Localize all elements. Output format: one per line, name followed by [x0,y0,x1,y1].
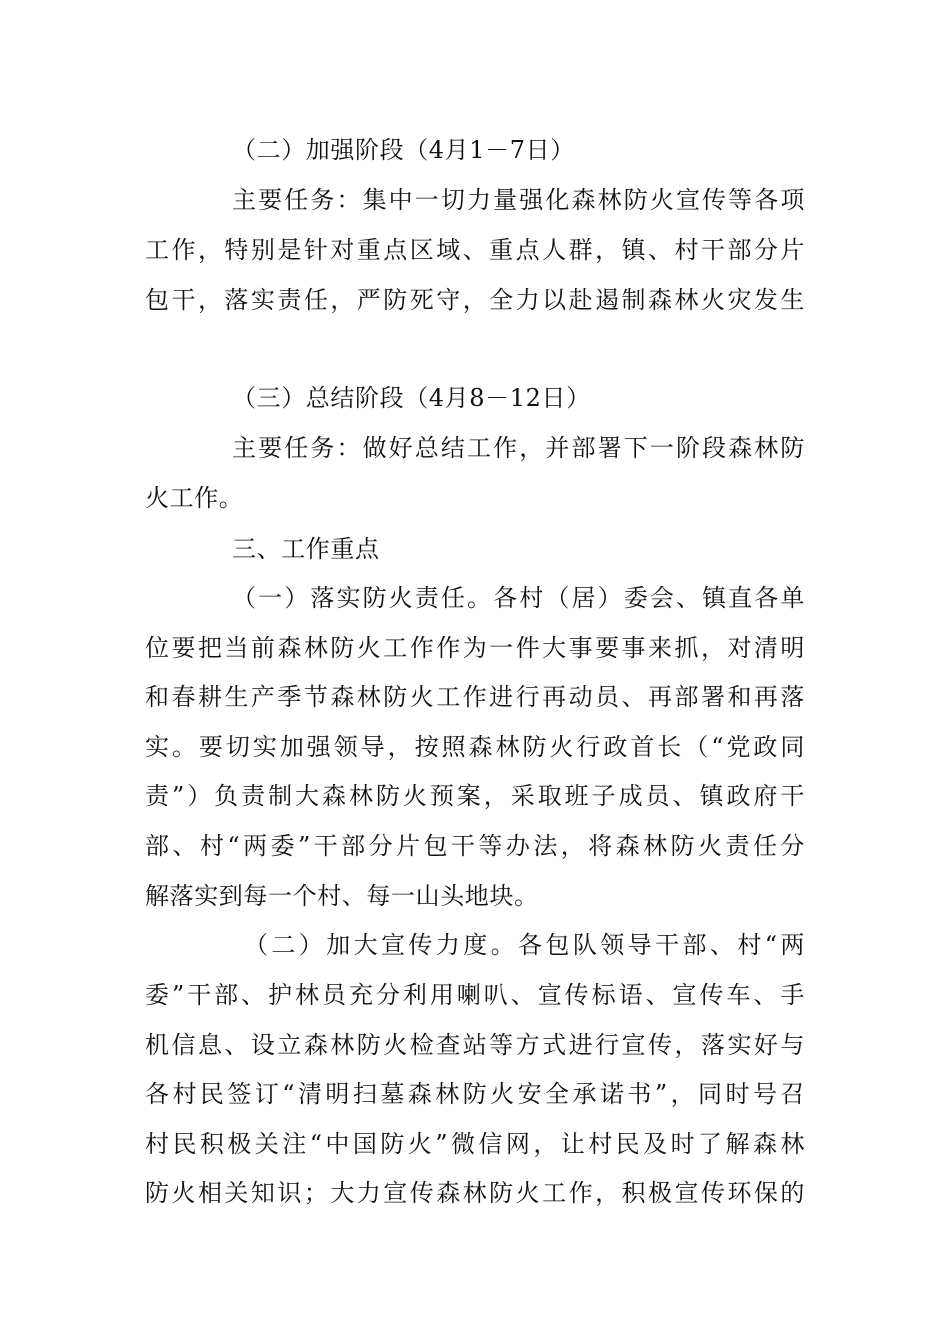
paragraph-line: （一）落实防火责任。各村（居）委会、镇直各单 [232,584,805,612]
paragraph-line: 主要任务：做好总结工作，并部署下一阶段森林防 [232,434,805,462]
section-heading-strengthening-stage: （二）加强阶段（4月1－7日） [232,136,575,164]
section-heading-work-focus: 三、工作重点 [232,535,380,563]
paragraph-line: 村民积极关注“中国防火”微信网，让村民及时了解森林 [145,1130,805,1158]
paragraph-line: 实。要切实加强领导，按照森林防火行政首长（“党政同 [145,733,805,761]
section-heading-summary-stage: （三）总结阶段（4月8－12日） [232,384,591,412]
paragraph-line: （二）加大宣传力度。各包队领导干部、村“两 [244,931,805,959]
paragraph-line: 机信息、设立森林防火检查站等方式进行宣传，落实好与 [145,1031,805,1059]
paragraph-line: 包干，落实责任，严防死守，全力以赴遏制森林火灾发生 [145,286,805,314]
paragraph-line: 和春耕生产季节森林防火工作进行再动员、再部署和再落 [145,683,805,711]
paragraph-line: 主要任务：集中一切力量强化森林防火宣传等各项 [232,186,805,214]
paragraph-line: 工作，特别是针对重点区域、重点人群，镇、村干部分片 [145,236,805,264]
paragraph-line: 防火相关知识；大力宣传森林防火工作，积极宣传环保的 [145,1179,805,1207]
paragraph-line: 委”干部、护林员充分利用喇叭、宣传标语、宣传车、手 [145,981,805,1009]
paragraph-line: 责”）负责制大森林防火预案，采取班子成员、镇政府干 [145,782,805,810]
paragraph-line: 解落实到每一个村、每一山头地块。 [145,882,539,910]
paragraph-line: 火工作。 [145,484,244,512]
paragraph-line: 部、村“两委”干部分片包干等办法，将森林防火责任分 [145,832,805,860]
paragraph-line: 各村民签订“清明扫墓森林防火安全承诺书”，同时号召 [145,1080,805,1108]
paragraph-line: 位要把当前森林防火工作作为一件大事要事来抓，对清明 [145,634,805,662]
